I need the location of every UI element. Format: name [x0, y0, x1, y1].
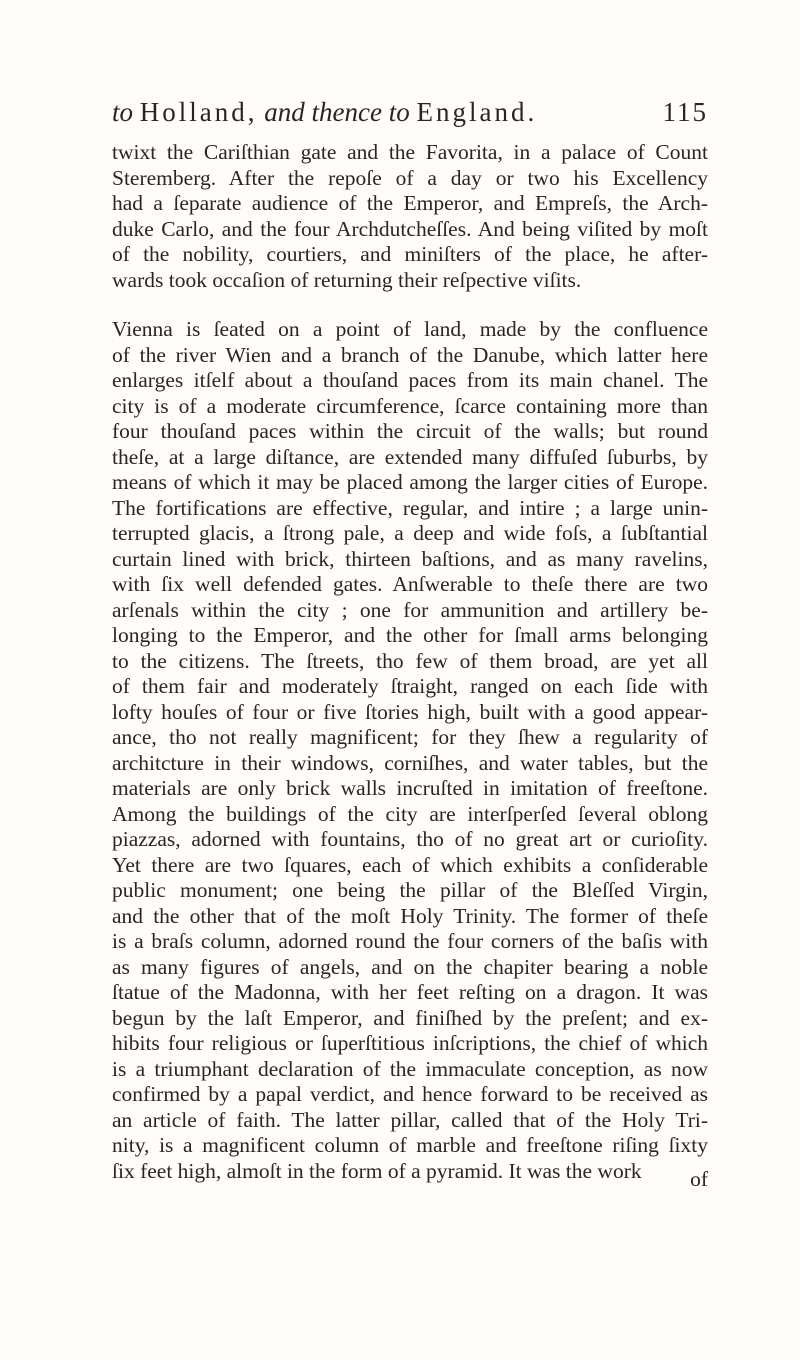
running-head [112, 92, 708, 132]
text-line: means of which it may be placed among the larger cities of Europe. [112, 470, 708, 494]
text-line: piazzas, adorned with fountains, tho of no great art or curioſity. [112, 827, 708, 851]
text-line: is a triumphant declaration of the immaculate conception, as now [112, 1056, 708, 1081]
text-line: had a ſeparate audience of the Emperor, and Empreſs, the Arch- [112, 191, 708, 215]
text-line: as many figures of angels, and on the chapiter bearing a noble [112, 954, 708, 979]
text-line: with ſix well defended gates. Anſwerable to theſe there are two [112, 572, 708, 596]
text-line: hibits four religious or ſuperſtitious inſcriptions, the chief of which [112, 1031, 708, 1055]
text-line: Vienna is ſeated on a point of land, made by the confluence [112, 317, 708, 341]
running-head-middle: and thence to [264, 97, 410, 127]
text-line: of the nobility, courtiers, and miniſters of the place, he after- [112, 242, 708, 266]
text-line: of the river Wien and a branch of the Danube, which latter here [112, 342, 708, 367]
text-line: to the citizens. The ſtreets, tho few of them broad, are yet all [112, 648, 708, 673]
text-line: wards took occaſion of returning their reſpective viſits. [112, 267, 582, 292]
text-line: enlarges itſelf about a thouſand paces from its main chanel. The [112, 368, 708, 392]
running-head-prefix: to [112, 97, 134, 127]
text-line: duke Carlo, and the four Archdutcheſſes. And being viſited by moſt [112, 216, 708, 241]
page-number: 115 [662, 97, 708, 127]
text-line: ſtatue of the Madonna, with her feet reſting on a dragon. It was [112, 980, 708, 1004]
text-line: of them fair and moderately ſtraight, ranged on each ſide with [112, 674, 708, 698]
text-line: architcture in their windows, corniſhes, and water tables, but the [112, 750, 708, 775]
text-line: Yet there are two ſquares, each of which exhibits a conſiderable [112, 852, 708, 877]
text-line: materials are only brick walls incruſted in imitation of freeſtone. [112, 776, 708, 800]
text-line: ance, tho not really magnificent; for they ſhew a regularity of [112, 725, 708, 749]
text-line: public monument; one being the pillar of the Bleſſed Virgin, [112, 878, 708, 902]
text-line: and the other that of the moſt Holy Trinity. The former of theſe [112, 903, 708, 928]
paragraph [112, 317, 708, 1184]
text-line: an article of faith. The latter pillar, called that of the Holy Tri- [112, 1107, 708, 1132]
text-line: Steremberg. After the repoſe of a day or two his Excellency [112, 165, 708, 190]
paragraph-gap [112, 293, 708, 317]
text-line: Among the buildings of the city are interſperſed ſeveral oblong [112, 801, 708, 826]
text-line: begun by the laſt Emperor, and finiſhed by the preſent; and ex- [112, 1005, 708, 1030]
text-line: lofty houſes of four or five ſtories high, built with a good appear- [112, 699, 708, 724]
text-line: nity, is a magnificent column of marble and freeſtone riſing ſixty [112, 1133, 708, 1157]
text-line: arſenals within the city ; one for ammunition and artillery be- [112, 597, 708, 622]
running-head-country-a: Holland, [139, 97, 258, 127]
body-text [112, 140, 708, 1184]
text-line: ſix feet high, almoſt in the form of a pyramid. It was the work [112, 1158, 642, 1183]
text-line: terrupted glacis, a ſtrong pale, a deep and wide foſs, a ſubſtantial [112, 521, 708, 545]
text-line: curtain lined with brick, thirteen baſtions, and as many ravelins, [112, 546, 708, 571]
paragraph [112, 140, 708, 293]
running-head-country-b: England. [416, 97, 538, 127]
text-line: twixt the Cariſthian gate and the Favorita, in a palace of Count [112, 140, 708, 164]
text-line: The fortifications are effective, regular, and intire ; a large unin- [112, 495, 708, 520]
text-line: confirmed by a papal verdict, and hence forward to be received as [112, 1082, 708, 1106]
text-line: theſe, at a large diſtance, are extended many diffuſed ſuburbs, by [112, 444, 708, 469]
text-line: is a braſs column, adorned round the four corners of the baſis with [112, 929, 708, 953]
text-line: four thouſand paces within the circuit of the walls; but round [112, 419, 708, 443]
catchword: of [690, 1167, 708, 1191]
text-line: longing to the Emperor, and the other for ſmall arms belonging [112, 623, 708, 647]
text-line: city is of a moderate circumference, ſcarce containing more than [112, 393, 708, 418]
